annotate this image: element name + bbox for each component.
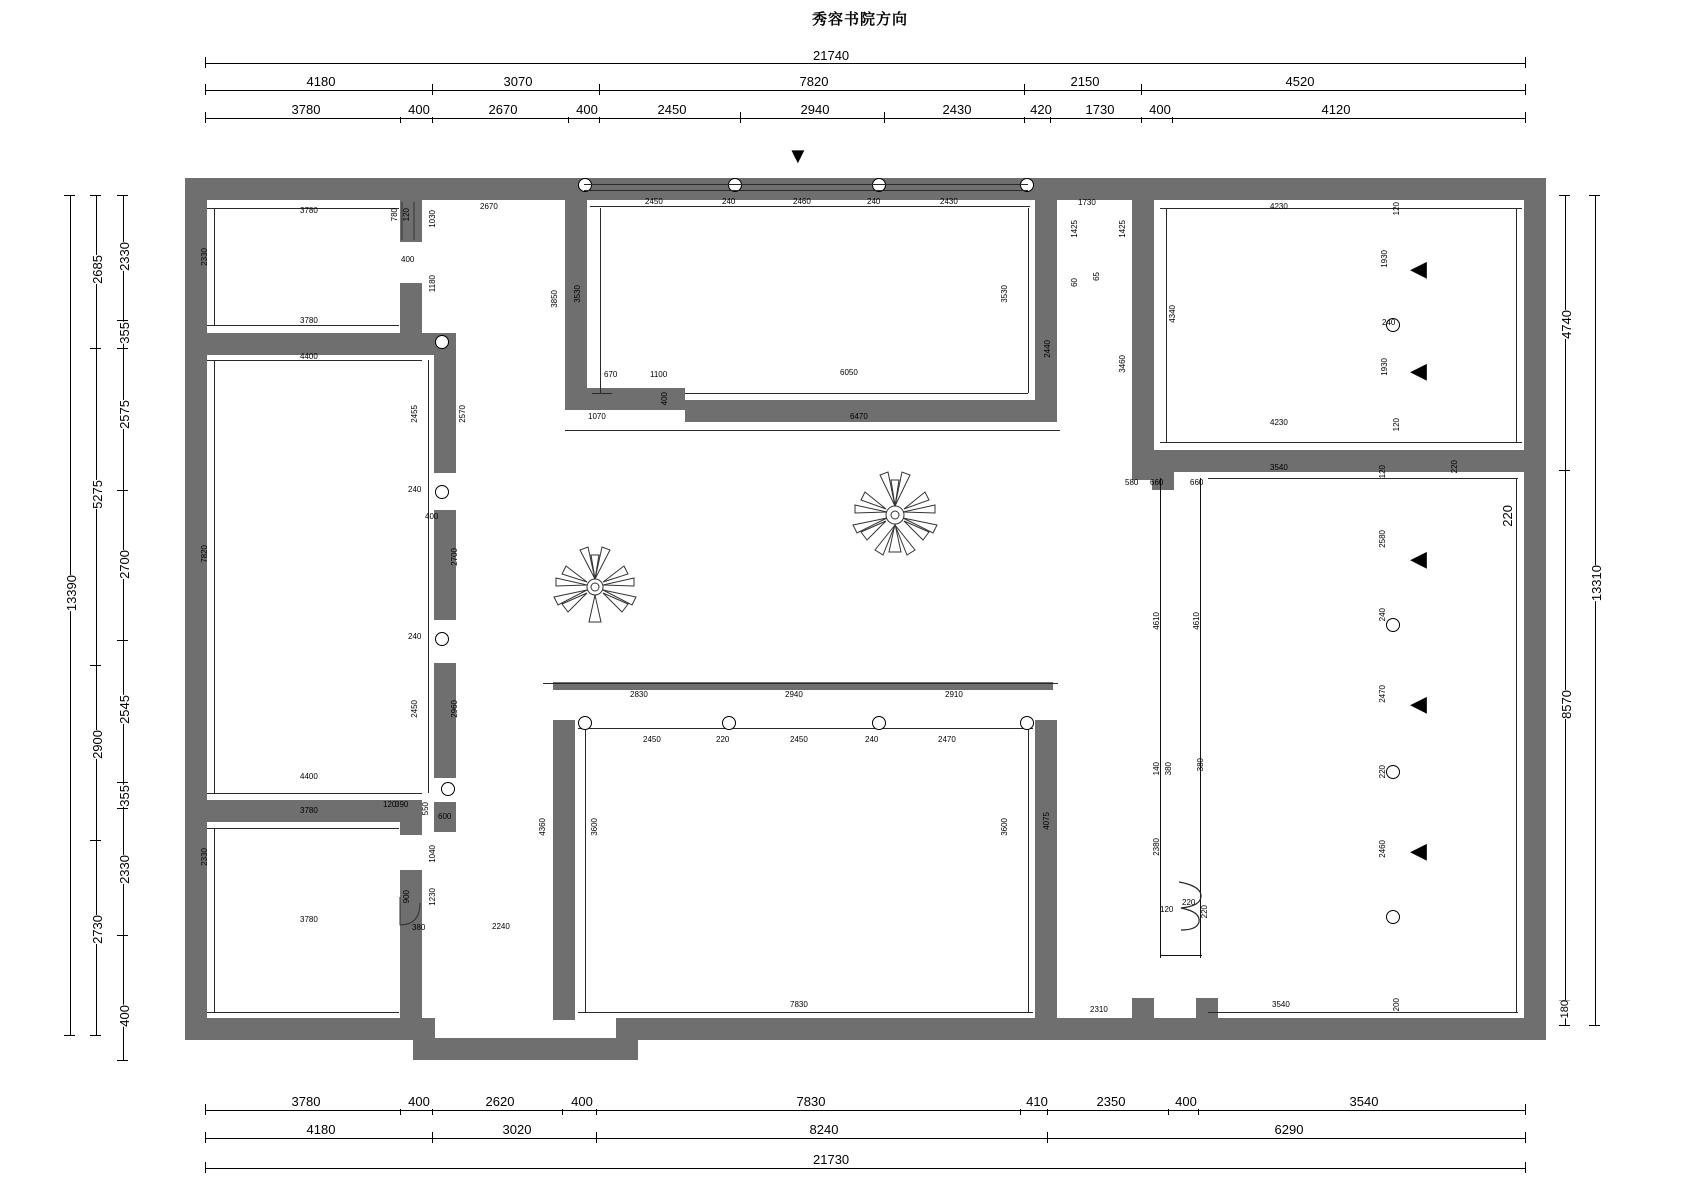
interior-dim: 2910 <box>945 690 963 699</box>
interior-dim: 4075 <box>1042 812 1051 830</box>
top-dim: 4120 <box>1298 102 1374 117</box>
left-dim: 355 <box>114 785 135 807</box>
interior-dim: 200 <box>1392 998 1401 1012</box>
interior-dim: 3600 <box>590 818 599 836</box>
interior-dim: 1040 <box>428 845 437 863</box>
interior-dim: 900 <box>402 890 411 904</box>
interior-dim: 1180 <box>428 275 437 293</box>
interior-dim: 4610 <box>1192 612 1201 630</box>
interior-dim: 240 <box>722 197 736 206</box>
wall-interior <box>1196 998 1218 1020</box>
interior-dim: 2440 <box>1043 340 1052 358</box>
wall-top <box>185 178 1537 200</box>
left-overall-dim: 13390 <box>61 575 82 611</box>
top-dim: 1730 <box>1062 102 1138 117</box>
left-dim: 355 <box>114 322 135 344</box>
door-swing-icon <box>398 200 438 245</box>
wall-interior <box>1035 720 1057 1020</box>
door-swing-icon <box>398 895 438 930</box>
interior-dim: 3600 <box>1000 818 1009 836</box>
wall-left <box>185 178 207 1040</box>
bottom-overall-dim-line <box>205 1168 1525 1169</box>
bottom-dim: 4180 <box>283 1122 359 1137</box>
interior-dim: 4610 <box>1152 612 1161 630</box>
interior-dim: 4400 <box>300 352 318 361</box>
top-dim: 420 <box>1013 102 1069 117</box>
bottom-row2-dim-line <box>205 1138 1525 1139</box>
interior-dim: 240 <box>1378 608 1387 622</box>
interior-dim: 2940 <box>785 690 803 699</box>
page-title: 秀容书院方向 <box>812 11 909 28</box>
left-dim: 2900 <box>87 730 108 759</box>
plant-small-icon <box>530 525 660 650</box>
top-overall-dim-line <box>205 63 1525 64</box>
interior-dim: 3460 <box>1118 355 1127 373</box>
top-dim: 400 <box>559 102 615 117</box>
dim-tick <box>1525 57 1526 68</box>
interior-dim: 3540 <box>1272 1000 1290 1009</box>
top-dim: 7820 <box>776 74 852 89</box>
top-dim: 2940 <box>777 102 853 117</box>
interior-dim: 550 <box>421 802 430 816</box>
interior-dim: 2470 <box>1378 685 1387 703</box>
interior-dim: 120 <box>1392 202 1401 216</box>
window-marker <box>1386 765 1400 779</box>
toilet-fixture-icon <box>1175 880 1205 935</box>
interior-dim: 1730 <box>1078 198 1096 207</box>
bottom-dim: 410 <box>1009 1094 1065 1109</box>
wall-interior <box>1132 200 1154 460</box>
interior-dim: 7820 <box>200 545 209 563</box>
top-overall-dim: 21740 <box>810 48 852 63</box>
direction-arrow-icon: ◀ <box>1410 546 1427 571</box>
left-dim: 2330 <box>114 855 135 884</box>
bottom-dim: 400 <box>391 1094 447 1109</box>
bottom-dim: 2620 <box>462 1094 538 1109</box>
wall-bottom-step <box>413 1038 638 1060</box>
direction-arrow-icon: ◀ <box>1410 256 1427 281</box>
corridor-line <box>1160 955 1202 956</box>
window-marker <box>578 716 592 730</box>
direction-arrow-icon: ◀ <box>1410 691 1427 716</box>
window-marker <box>872 716 886 730</box>
wall-bottom-left <box>185 1018 435 1040</box>
window-marker <box>1020 716 1034 730</box>
left-dim: 400 <box>114 1005 135 1027</box>
interior-dim: 380 <box>412 923 426 932</box>
top-dim: 3070 <box>480 74 556 89</box>
top-dim: 3780 <box>268 102 344 117</box>
left-dim: 2545 <box>114 695 135 724</box>
interior-dim: 3780 <box>300 206 318 215</box>
interior-dim: 2330 <box>200 248 209 266</box>
interior-dim: 400 <box>401 255 415 264</box>
right-dim: 4740 <box>1556 310 1577 339</box>
interior-dim: 120 <box>1392 418 1401 432</box>
wall-interior <box>1152 450 1542 472</box>
interior-dim: 4230 <box>1270 418 1288 427</box>
left-dim: 2575 <box>114 400 135 429</box>
interior-dim: 2470 <box>938 735 956 744</box>
right-overall-dim: 13310 <box>1586 565 1607 601</box>
bottom-dim: 3020 <box>479 1122 555 1137</box>
bottom-dim: 3540 <box>1326 1094 1402 1109</box>
corridor-line <box>1160 478 1161 958</box>
interior-dim: 2460 <box>1378 840 1387 858</box>
interior-dim: 2330 <box>200 848 209 866</box>
dim-tick <box>205 57 206 68</box>
bottom-dim: 400 <box>1158 1094 1214 1109</box>
interior-dim: 220 <box>1182 898 1196 907</box>
interior-dim: 380 <box>1164 762 1173 776</box>
wall-right <box>1524 178 1546 1040</box>
door-marker <box>435 485 449 499</box>
interior-dim: 220 <box>1450 460 1459 474</box>
interior-dim: 2310 <box>1090 1005 1108 1014</box>
interior-dim: 2830 <box>630 690 648 699</box>
interior-dim: 2460 <box>793 197 811 206</box>
interior-dim: 7830 <box>790 1000 808 1009</box>
right-dim: 8570 <box>1556 690 1577 719</box>
wall-interior <box>1035 200 1057 422</box>
interior-dim: 3780 <box>300 806 318 815</box>
wall-interior <box>1132 460 1154 480</box>
window-marker <box>1386 618 1400 632</box>
interior-dim: 4400 <box>300 772 318 781</box>
interior-dim: 220 <box>1200 905 1209 919</box>
interior-dim: 2960 <box>450 700 459 718</box>
door-marker <box>435 632 449 646</box>
interior-dim: 240 <box>408 485 422 494</box>
window-marker <box>1386 910 1400 924</box>
interior-dim: 390 <box>395 800 409 809</box>
interior-dim: 2450 <box>790 735 808 744</box>
bottom-dim: 7830 <box>773 1094 849 1109</box>
left-dim: 2700 <box>114 550 135 579</box>
bottom-dim: 400 <box>554 1094 610 1109</box>
left-dim: 2330 <box>114 242 135 271</box>
wall-interior <box>565 200 587 410</box>
wall-interior <box>553 720 575 1020</box>
top-dim: 2450 <box>634 102 710 117</box>
top-dim: 4180 <box>283 74 359 89</box>
interior-dim: 240 <box>865 735 879 744</box>
top-dim: 400 <box>1132 102 1188 117</box>
top-row1-dim-line <box>205 90 1525 91</box>
interior-dim: 600 <box>438 812 452 821</box>
interior-dim: 140 <box>1152 762 1161 776</box>
direction-arrow-icon: ◀ <box>1410 838 1427 863</box>
interior-dim: 1100 <box>650 370 668 379</box>
door-marker <box>435 335 449 349</box>
wall-interior <box>434 333 456 473</box>
interior-dim: 2380 <box>1152 838 1161 856</box>
interior-dim: 400 <box>660 392 669 406</box>
right-dim: 180 <box>1556 1000 1574 1018</box>
interior-dim: 2450 <box>643 735 661 744</box>
interior-dim: 2570 <box>458 405 467 423</box>
interior-dim: 2450 <box>410 700 419 718</box>
wall-interior <box>1132 998 1154 1020</box>
interior-dim: 1070 <box>588 412 606 421</box>
left-col1-dim-line <box>96 195 97 1035</box>
bottom-dim: 8240 <box>786 1122 862 1137</box>
interior-dim: 220 <box>1378 765 1387 779</box>
interior-dim: 6470 <box>850 412 868 421</box>
interior-dim: 4360 <box>538 818 547 836</box>
interior-dim: 780 <box>390 208 399 222</box>
interior-dim: 1030 <box>428 210 437 228</box>
plant-large-icon <box>825 450 965 580</box>
interior-dim: 380 <box>1196 758 1205 772</box>
interior-dim: 240 <box>1382 318 1396 327</box>
interior-dim: 120 <box>402 208 411 222</box>
interior-dim: 2455 <box>410 405 419 423</box>
interior-dim: 2670 <box>480 202 498 211</box>
interior-dim: 1930 <box>1380 358 1389 376</box>
interior-dim: 1230 <box>428 888 437 906</box>
top-dim: 2430 <box>919 102 995 117</box>
interior-dim: 220 <box>716 735 730 744</box>
wall-bottom <box>616 1018 1546 1040</box>
interior-dim: 4230 <box>1270 202 1288 211</box>
wall-interior <box>434 663 456 778</box>
interior-dim: 120 <box>383 800 397 809</box>
interior-dim: 670 <box>604 370 618 379</box>
direction-arrow-icon: ◀ <box>1410 358 1427 383</box>
interior-dim: 2240 <box>492 922 510 931</box>
interior-dim: 3850 <box>550 290 559 308</box>
top-dim: 400 <box>391 102 447 117</box>
interior-dim: 3780 <box>300 915 318 924</box>
top-dim: 2670 <box>465 102 541 117</box>
interior-dim: 2700 <box>450 548 459 566</box>
interior-dim: 2450 <box>645 197 663 206</box>
interior-dim: 2430 <box>940 197 958 206</box>
interior-dim: 400 <box>425 512 439 521</box>
interior-dim: 660 <box>1150 478 1164 487</box>
interior-dim: 65 <box>1092 272 1101 281</box>
bottom-overall-dim: 21730 <box>810 1152 852 1167</box>
interior-dim: 660 <box>1190 478 1204 487</box>
right-dim: 220 <box>1497 505 1518 527</box>
top-row2-dim-line <box>205 118 1525 119</box>
left-overall-dim-line <box>70 195 71 1035</box>
left-dim: 5275 <box>87 480 108 509</box>
interior-dim: 120 <box>1378 465 1387 479</box>
interior-dim: 1425 <box>1070 220 1079 238</box>
top-dim: 2150 <box>1047 74 1123 89</box>
interior-dim: 1930 <box>1380 250 1389 268</box>
window-marker <box>722 716 736 730</box>
door-marker <box>441 782 455 796</box>
interior-dim: 240 <box>867 197 881 206</box>
interior-dim: 3530 <box>573 285 582 303</box>
interior-dim: 120 <box>1160 905 1174 914</box>
right-overall-dim-line <box>1595 195 1596 1025</box>
interior-dim: 1425 <box>1118 220 1127 238</box>
entry-arrow-icon: ▼ <box>787 143 809 168</box>
bottom-row1-dim-line <box>205 1110 1525 1111</box>
interior-dim: 6050 <box>840 368 858 377</box>
interior-dim: 3530 <box>1000 285 1009 303</box>
left-dim: 2685 <box>87 255 108 284</box>
bottom-dim: 3780 <box>268 1094 344 1109</box>
interior-dim: 4340 <box>1168 305 1177 323</box>
interior-dim: 3780 <box>300 316 318 325</box>
bottom-dim: 6290 <box>1251 1122 1327 1137</box>
bottom-dim: 2350 <box>1073 1094 1149 1109</box>
interior-dim: 2580 <box>1378 530 1387 548</box>
top-dim: 4520 <box>1262 74 1338 89</box>
interior-dim: 60 <box>1070 278 1079 287</box>
interior-dim: 580 <box>1125 478 1139 487</box>
left-dim: 2730 <box>87 915 108 944</box>
interior-dim: 240 <box>408 632 422 641</box>
interior-dim: 3540 <box>1270 463 1288 472</box>
